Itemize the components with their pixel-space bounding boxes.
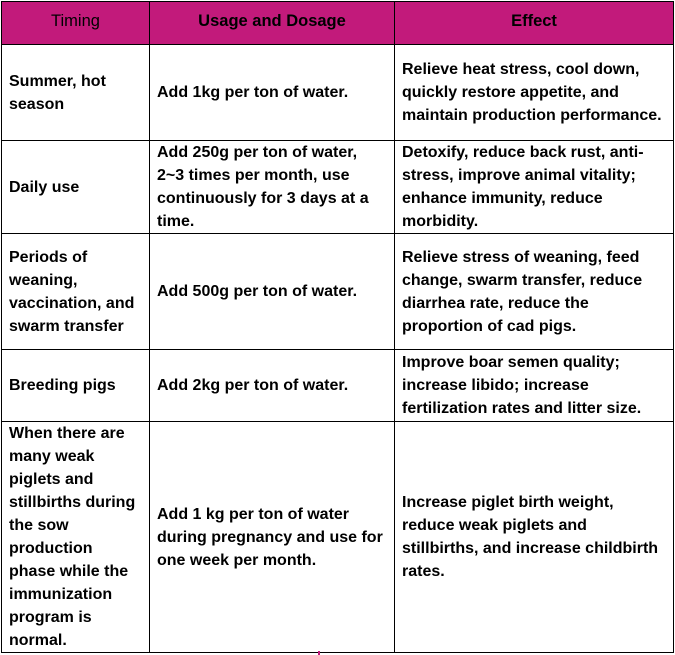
- cell-effect: Increase piglet birth weight, reduce weak piglets and stillbirths, and increase childbirth rates.: [395, 422, 674, 653]
- cell-timing: Daily use: [2, 141, 150, 234]
- table-row: [2, 45, 674, 141]
- cell-effect: Relieve stress of weaning, feed change, swarm transfer, reduce diarrhea rate, reduce the proportion of cad pigs.: [395, 234, 674, 350]
- cell-timing: Summer, hot season: [2, 45, 150, 141]
- header-usage: Usage and Dosage: [150, 2, 395, 45]
- header-timing: Timing: [2, 2, 150, 45]
- table-row: [2, 234, 674, 350]
- cell-effect: Relieve heat stress, cool down, quickly restore appetite, and maintain production performance.: [395, 45, 674, 141]
- table-row: [2, 141, 674, 234]
- cell-timing: Periods of weaning, vaccination, and swarm transfer: [2, 234, 150, 350]
- table-row: [2, 350, 674, 422]
- cell-timing: Breeding pigs: [2, 350, 150, 422]
- cell-effect: Improve boar semen quality; increase libido; increase fertilization rates and litter size.: [395, 350, 674, 422]
- cell-effect: Detoxify, reduce back rust, anti-stress, improve animal vitality; enhance immunity, reduce morbidity.: [395, 141, 674, 234]
- page-marker: [318, 651, 320, 655]
- table-header: [2, 2, 674, 45]
- cell-usage: Add 1 kg per ton of water during pregnancy and use for one week per month.: [150, 422, 395, 653]
- cell-timing: When there are many weak piglets and stillbirths during the sow production phase while the immunization program is normal.: [2, 422, 150, 653]
- cell-usage: Add 250g per ton of water, 2~3 times per month, use continuously for 3 days at a time.: [150, 141, 395, 234]
- table-row: [2, 422, 674, 653]
- table-body: [2, 45, 674, 653]
- cell-usage: Add 2kg per ton of water.: [150, 350, 395, 422]
- dosage-table: [1, 1, 674, 653]
- header-effect: Effect: [395, 2, 674, 45]
- cell-usage: Add 500g per ton of water.: [150, 234, 395, 350]
- cell-usage: Add 1kg per ton of water.: [150, 45, 395, 141]
- header-row: [2, 2, 674, 45]
